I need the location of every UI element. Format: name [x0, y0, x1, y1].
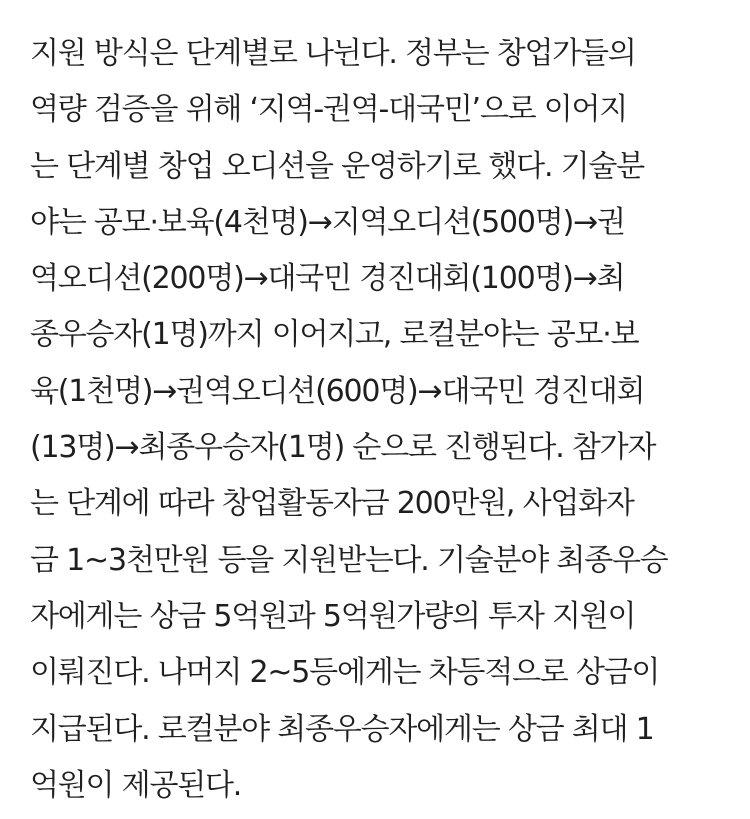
text-line-4: 야는 공모·보육(4천명)→지역오디션(500명)→권	[30, 204, 625, 240]
text-line-3: 는 단계별 창업 오디션을 운영하기로 했다. 기술분	[30, 148, 644, 184]
article-paragraph	[30, 26, 730, 814]
text-line-6: 종우승자(1명)까지 이어지고, 로컬분야는 공모·보	[30, 317, 639, 353]
text-line-5: 역오디션(200명)→대국민 경진대회(100명)→최	[30, 261, 625, 297]
text-line-13: 지급된다. 로컬분야 최종우승자에게는 상금 최대 1	[30, 711, 654, 747]
text-line-10: 금 1~3천만원 등을 지원받는다. 기술분야 최종우승	[30, 542, 668, 578]
text-line-2: 역량 검증을 위해 ‘지역-권역-대국민’으로 이어지	[30, 92, 628, 128]
text-line-7: 육(1천명)→권역오디션(600명)→대국민 경진대회	[30, 373, 645, 409]
text-line-9: 는 단계에 따라 창업활동자금 200만원, 사업화자	[30, 486, 634, 522]
text-line-1: 지원 방식은 단계별로 나뉜다. 정부는 창업가들의	[30, 36, 636, 71]
text-line-12: 이뤄진다. 나머지 2~5등에게는 차등적으로 상금이	[30, 655, 660, 691]
text-line-8: (13명)→최종우승자(1명) 순으로 진행된다. 참가자	[30, 430, 656, 466]
text-line-14: 억원이 제공된다.	[30, 767, 242, 803]
text-line-11: 자에게는 상금 5억원과 5억원가량의 투자 지원이	[30, 598, 636, 634]
